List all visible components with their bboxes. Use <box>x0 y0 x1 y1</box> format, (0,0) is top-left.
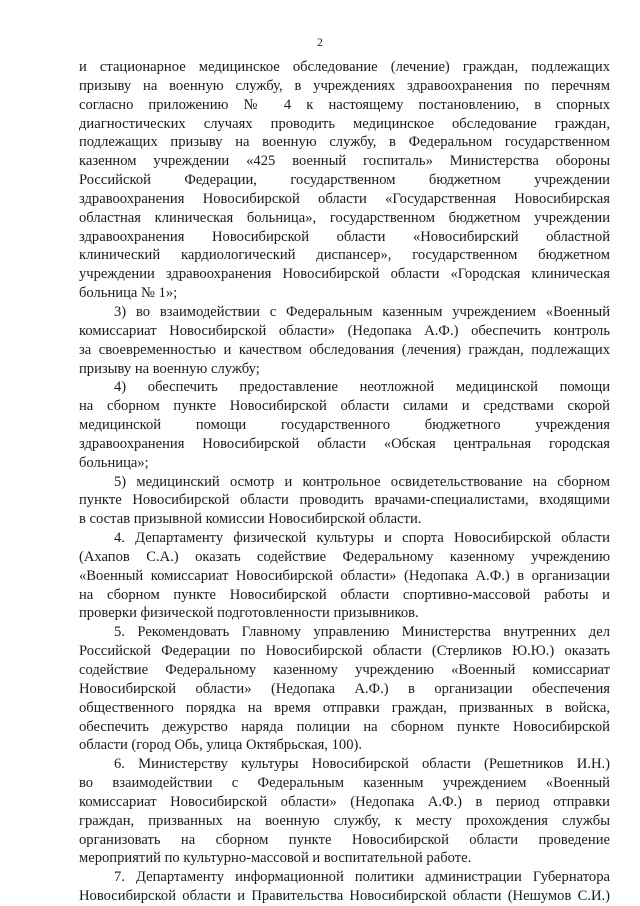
text-line: медицинской помощи государственного бюджетного учреждения <box>79 417 610 434</box>
text-line: 4) обеспечить предоставление неотложной медицинской помощи <box>114 379 610 396</box>
text-line: мероприятий по культурно-массовой и воспитательной работе. <box>79 850 472 867</box>
text-line: согласно приложению № 4 к настоящему постановлению, в спорных <box>79 96 610 113</box>
text-line: за своевременностью и качеством обследования (лечения) граждан, подлежащих <box>79 341 610 358</box>
text-line: на сборном пункте Новосибирской области силами и средствами скорой <box>79 398 610 415</box>
text-line: общественного порядка на время отправки граждан, призванных в войска, <box>79 699 610 716</box>
text-line: Новосибирской области» (Недопака А.Ф.) в организации обеспечения <box>79 680 610 697</box>
text-line: области (город Обь, улица Октябрьская, 100). <box>79 737 363 754</box>
text-line: и стационарное медицинское обследование (лечение) граждан, подлежащих <box>79 59 610 75</box>
text-line: во взаимодействии с Федеральным казенным учреждением «Военный <box>79 775 610 792</box>
text-line: комиссариат Новосибирской области» (Недопака А.Ф.) обеспечить контроль <box>79 322 610 339</box>
paragraph-section-7 <box>79 868 610 906</box>
text-line: больница»; <box>79 454 149 471</box>
page-number: 2 <box>317 37 323 49</box>
text-line: призыву на военную службу, в учреждениях здравоохранения по перечням <box>79 77 610 94</box>
text-line: 4. Департаменту физической культуры и спорта Новосибирской области <box>114 530 610 547</box>
text-line: 7. Департаменту информационной политики администрации Губернатора <box>114 869 610 886</box>
text-line: содействие Федеральному казенному учреждению «Военный комиссариат <box>79 662 610 678</box>
paragraph-section-5 <box>79 623 610 755</box>
text-line: учреждении здравоохранения Новосибирской области «Городская клиническая <box>79 266 610 283</box>
paragraph-item-5 <box>79 473 610 530</box>
text-line: пункте Новосибирской области проводить врачами-специалистами, входящими <box>79 492 610 509</box>
text-line: в состав призывной комиссии Новосибирской области. <box>79 511 422 528</box>
text-line: здравоохранения Новосибирской области «Обская центральная городская <box>79 435 610 452</box>
text-line: Новосибирской области и Правительства Новосибирской области (Нешумов С.И.) <box>79 888 610 905</box>
text-line: больница № 1»; <box>79 285 178 302</box>
text-line: Российской Федерации, государственном бюджетном учреждении <box>79 172 610 189</box>
text-line: обеспечить дежурство наряда полиции на сборном пункте Новосибирской <box>79 718 610 735</box>
text-line: Российской Федерации по Новосибирской области (Стерликов Ю.Ю.) оказать <box>79 643 610 660</box>
text-line: подлежащих призыву на военную службу, в Федеральном государственном <box>79 134 610 151</box>
text-line: (Ахапов С.А.) оказать содействие Федеральному казенному учреждению <box>79 548 610 565</box>
text-line: здравоохранения Новосибирской области «Новосибирский областной <box>79 228 610 245</box>
text-line: комиссариат Новосибирской области» (Недопака А.Ф.) в период отправки <box>79 793 610 810</box>
text-line: «Военный комиссариат Новосибирской области» (Недопака А.Ф.) в организации <box>79 567 610 584</box>
text-line: на сборном пункте Новосибирской области спортивно-массовой работы и <box>79 586 610 603</box>
text-line: здравоохранения Новосибирской области «Государственная Новосибирская <box>79 190 610 207</box>
text-line: диагностических случаях проводить медицинское обследование граждан, <box>79 115 610 132</box>
text-line: 5. Рекомендовать Главному управлению Министерства внутренних дел <box>114 624 610 641</box>
text-line: призыву на военную службу; <box>79 360 260 377</box>
paragraph-section-6 <box>79 755 610 868</box>
text-line: граждан, призванных на военную службу, к месту прохождения службы <box>79 812 610 829</box>
paragraph-item-4 <box>79 378 610 472</box>
text-line: 5) медицинский осмотр и контрольное освидетельствование на сборном <box>114 473 610 490</box>
paragraph-section-4 <box>79 529 610 623</box>
text-line: проверки физической подготовленности призывников. <box>79 605 419 622</box>
paragraph-continuation <box>79 58 610 303</box>
text-line: организовать на сборном пункте Новосибирской области проведение <box>79 831 610 848</box>
text-line: клинический кардиологический диспансер», государственном бюджетном <box>79 247 610 264</box>
text-line: 3) во взаимодействии с Федеральным казенным учреждением «Военный <box>114 303 610 320</box>
text-line: казенном учреждении «425 военный госпиталь» Министерства обороны <box>79 153 610 170</box>
text-line: областная клиническая больница», государственном бюджетном учреждении <box>79 209 610 226</box>
document-body <box>79 58 610 906</box>
paragraph-item-3 <box>79 303 610 378</box>
text-line: 6. Министерству культуры Новосибирской области (Решетников И.Н.) <box>114 756 610 773</box>
